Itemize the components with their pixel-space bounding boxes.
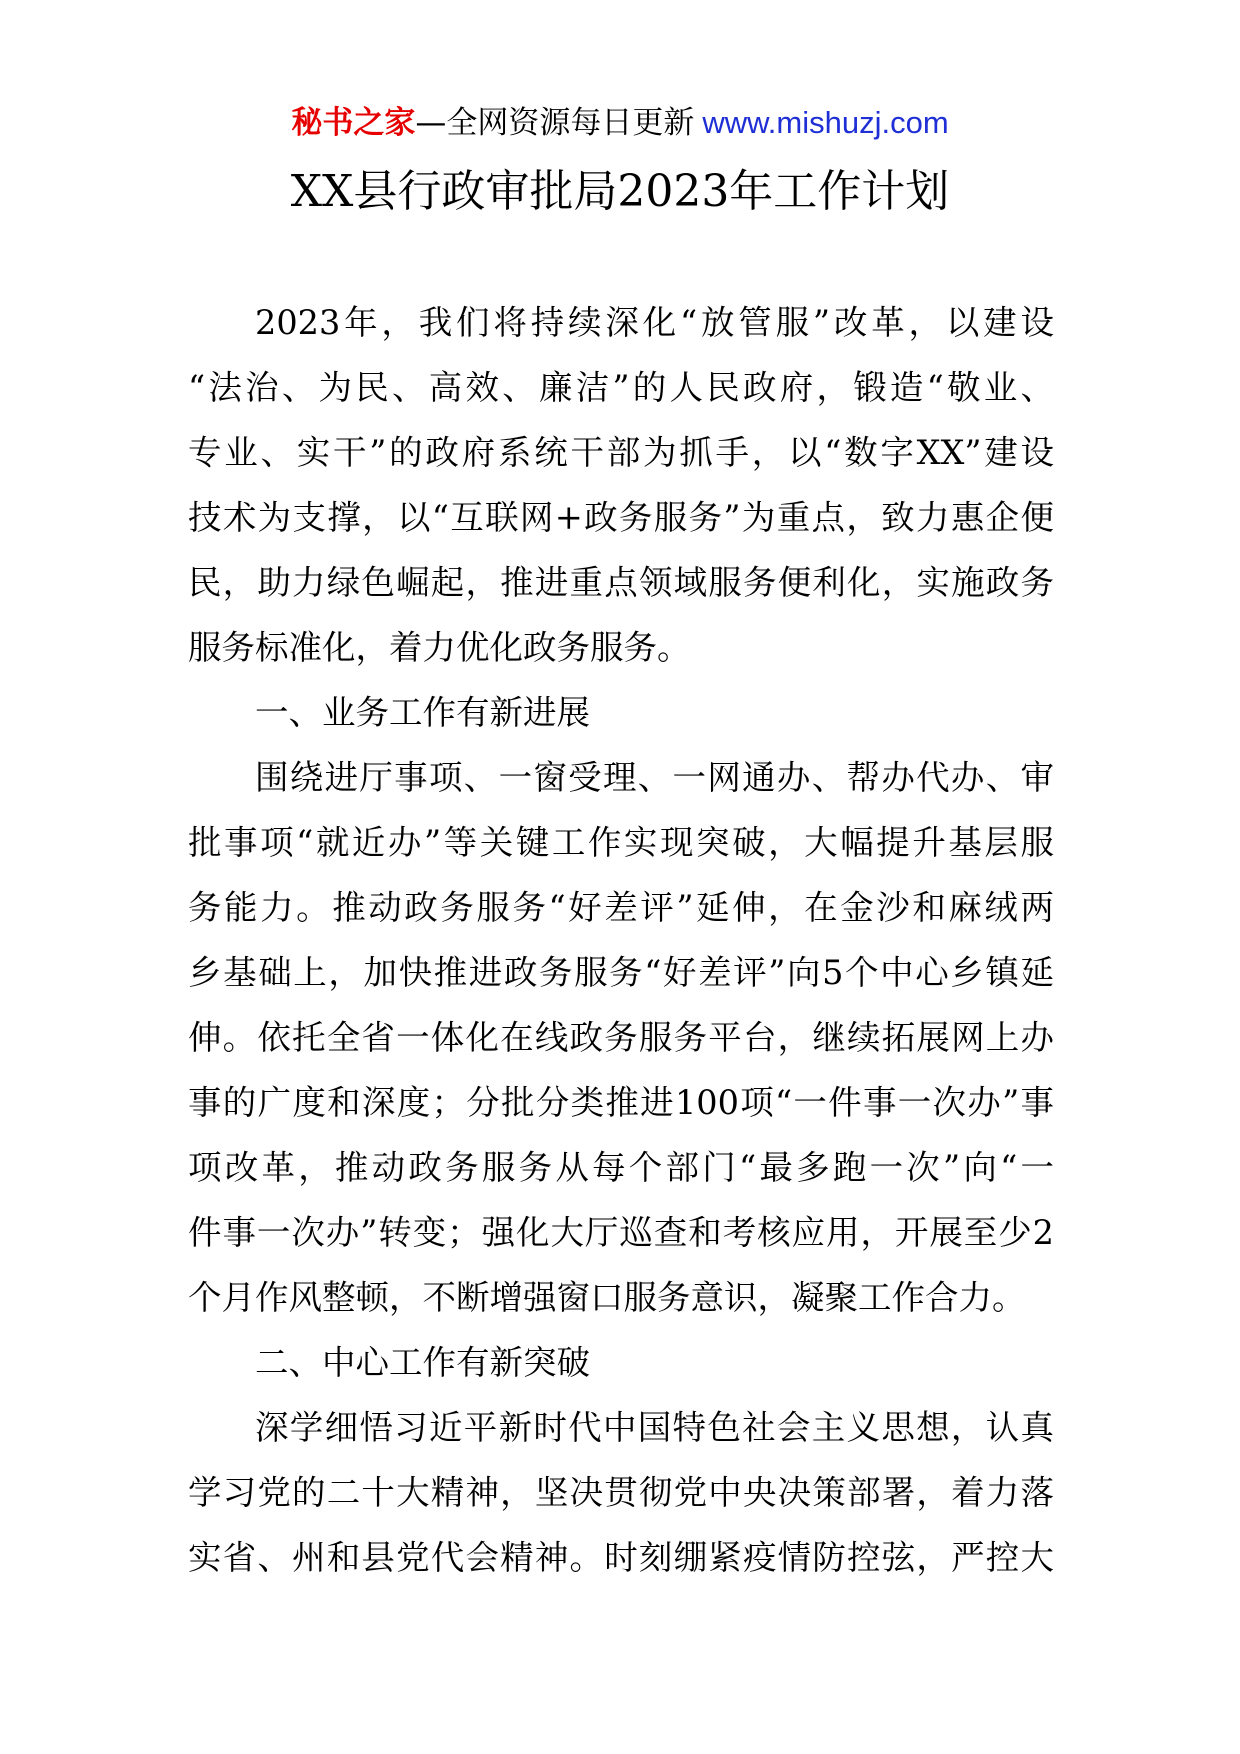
body-text-line: 一、业务工作有新进展 — [255, 693, 590, 732]
site-tagline: —全网资源每日更新 — [415, 105, 695, 141]
body-text-line: 专业、实干”的政府系统干部为抓手，以“数字XX”建设 — [188, 433, 1054, 472]
body-text-line: 实省、州和县党代会精神。时刻绷紧疫情防控弦，严控大 — [188, 1538, 1054, 1577]
body-text-line: 个月作风整顿，不断增强窗口服务意识，凝聚工作合力。 — [188, 1278, 1026, 1317]
body-text-line: 事的广度和深度；分批分类推进100项“一件事一次办”事 — [188, 1083, 1054, 1122]
body-text-line: 伸。依托全省一体化在线政务服务平台，继续拓展网上办 — [188, 1018, 1054, 1057]
body-text-line: 民，助力绿色崛起，推进重点领域服务便利化，实施政务 — [188, 563, 1054, 602]
body-text-line: 深学细悟习近平新时代中国特色社会主义思想，认真 — [255, 1408, 1054, 1447]
document-body — [188, 290, 1054, 1590]
site-url-link[interactable]: www.mishuzj.com — [702, 105, 949, 140]
body-text-line: 务能力。推动政务服务“好差评”延伸，在金沙和麻绒两 — [188, 888, 1054, 927]
body-text-line: 服务标准化，着力优化政务服务。 — [188, 628, 691, 667]
body-text-line: 围绕进厅事项、一窗受理、一网通办、帮办代办、审 — [255, 758, 1054, 797]
site-header — [0, 100, 1240, 146]
body-text-line: 二、中心工作有新突破 — [255, 1343, 590, 1382]
body-text-line: 2023年，我们将持续深化“放管服”改革，以建设 — [255, 303, 1054, 342]
brand-name: 秘书之家 — [291, 105, 416, 141]
body-text-line: 批事项“就近办”等关键工作实现突破，大幅提升基层服 — [188, 823, 1054, 862]
body-text-line: 乡基础上，加快推进政务服务“好差评”向5个中心乡镇延 — [188, 953, 1054, 992]
body-text-line: 件事一次办”转变；强化大厅巡查和考核应用，开展至少2 — [188, 1213, 1054, 1252]
document-title: XX县行政审批局2023年工作计划 — [290, 166, 950, 217]
body-text-line: 技术为支撑，以“互联网+政务服务”为重点，致力惠企便 — [188, 498, 1054, 537]
body-text-line: 项改革，推动政务服务从每个部门“最多跑一次”向“一 — [188, 1148, 1054, 1187]
body-text-line: 学习党的二十大精神，坚决贯彻党中央决策部署，着力落 — [188, 1473, 1054, 1512]
body-text-line: “法治、为民、高效、廉洁”的人民政府，锻造“敬业、 — [188, 368, 1054, 407]
